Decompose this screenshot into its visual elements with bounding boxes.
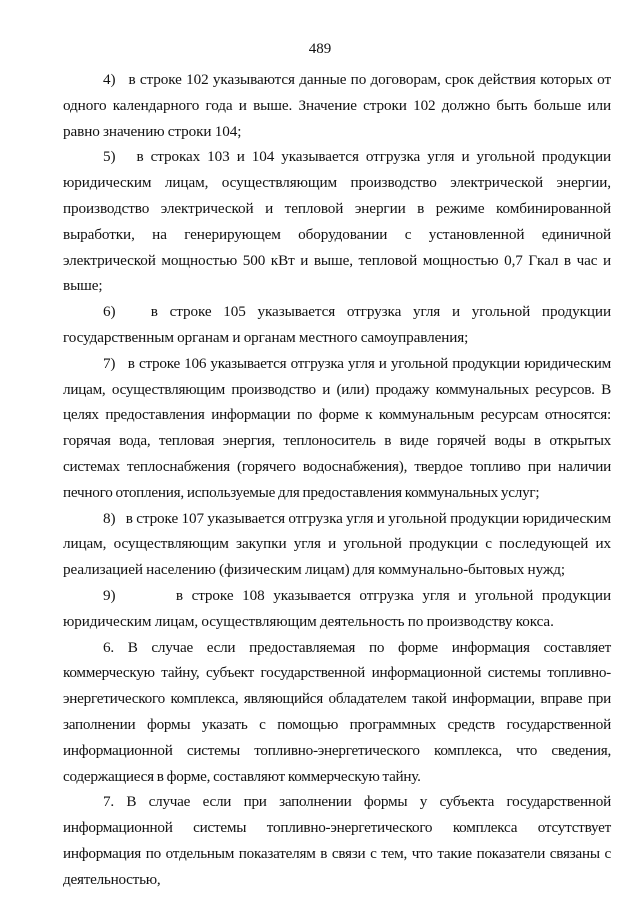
paragraph-item-4: 4) в строке 102 указываются данные по договорам, срок действия которых от одного календарного года и выше. Значение строки 102 должно быть больше или равно значению строки 104; (63, 71, 611, 140)
paragraph-item-8: 8) в строке 107 указывается отгрузка угля и угольной продукции юридическим лицам, осуществляющим закупки угля и угольной продукции с последующей их реализацией населению (физическим лицам) для коммунально-бытовых нужд; (63, 509, 611, 579)
paragraph-section-6: 6. В случае если предоставляемая по форме информация составляет коммерческую тайну, субъект государственной информационной системы топливно-энергетического комплекса, являющийся обладателем такой информации, вправе при заполнении формы указать с помощью программных средств государственной информационной системы топливно-энергетического комплекса, что сведения, содержащиеся в форме, составляют коммерческую тайну. (63, 638, 611, 785)
paragraph-item-6: 6) в строке 105 указывается отгрузка угля и угольной продукции государственным органам и органам местного самоуправления; (63, 303, 611, 346)
document-body (63, 67, 611, 893)
paragraph-item-5: 5) в строках 103 и 104 указывается отгрузка угля и угольной продукции юридическим лицам, осуществляющим производство электрической энергии, производство электрической и тепловой энергии в режиме комбинированной выработки, на генерирующем оборудовании с установленной единичной электрической мощностью 500 кВт и выше, тепловой мощностью 0,7 Гкал в час и выше; (63, 148, 611, 295)
paragraph-item-7: 7) в строке 106 указывается отгрузка угля и угольной продукции юридическим лицам, осуществляющим производство и (или) продажу коммунальных ресурсов. В целях предоставления информации по форме к коммунальным ресурсам относятся: горячая вода, тепловая энергия, теплоноситель в виде горячей воды в открытых системах теплоснабжения (горячего водоснабжения), твердое топливо при наличии печного отопления, используемые для предоставления коммунальных услуг; (63, 354, 611, 501)
page-number: 489 (308, 41, 332, 57)
paragraph-item-9: 9) в строке 108 указывается отгрузка угля и угольной продукции юридическим лицам, осуществляющим деятельность по производству кокса. (63, 586, 611, 630)
paragraph-section-7: 7. В случае если при заполнении формы у субъекта государственной информационной системы топливно-энергетического комплекса отсутствует информация по отдельным показателям в связи с тем, что такие показатели связаны с деятельностью, (63, 793, 611, 888)
